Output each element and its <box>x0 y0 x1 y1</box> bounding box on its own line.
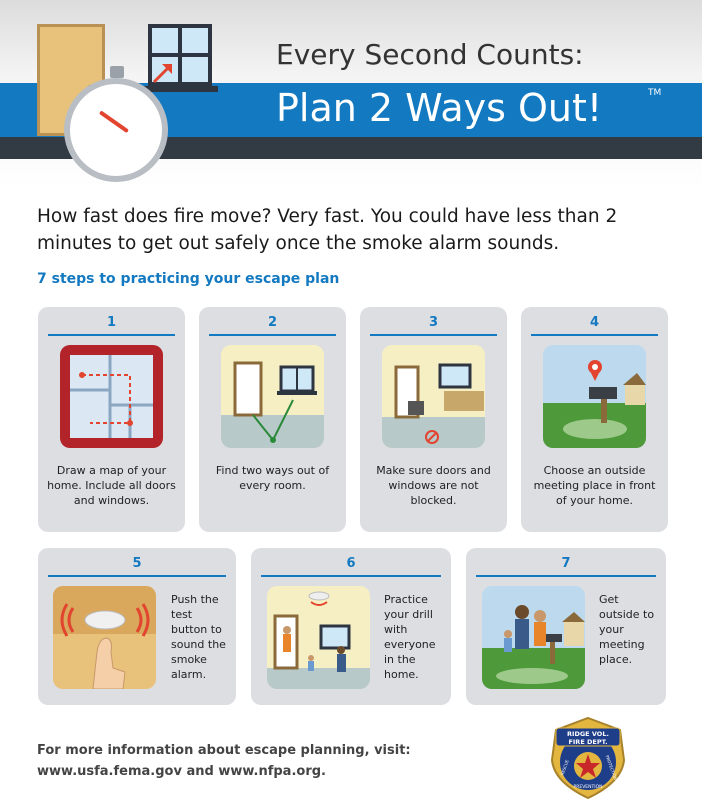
step-text: Push the test button to sound the smoke alarm. <box>171 593 226 681</box>
step-text: Make sure doors and windows are not blocked. <box>376 464 491 507</box>
badge-bottom-text: PREVENTION <box>573 785 603 790</box>
step-number: 2 <box>267 315 278 330</box>
step-number: 7 <box>561 556 571 571</box>
step-divider <box>209 334 336 336</box>
step-card-2 <box>199 307 346 532</box>
step-card-4 <box>521 307 668 532</box>
step-card-5 <box>38 548 236 705</box>
footer-line-1: For more information about escape planning, visit: <box>37 743 411 758</box>
room-exits-icon <box>221 345 324 448</box>
step-number: 6 <box>346 556 356 571</box>
blocked-exit-icon <box>382 345 485 448</box>
meeting-place-icon <box>543 345 646 448</box>
step-divider <box>261 575 441 577</box>
badge-top-text: RIDGE VOL. <box>567 730 609 738</box>
title-line-2: Plan 2 Ways Out! <box>276 86 603 130</box>
floor-plan-icon <box>60 345 163 448</box>
step-number: 5 <box>132 556 142 571</box>
step-text: Draw a map of your home. Include all doors and windows. <box>47 464 176 507</box>
window-sill <box>142 86 218 92</box>
badge-middle-text: FIRE DEPT. <box>568 738 608 746</box>
fire-dept-badge <box>546 716 630 800</box>
step-divider <box>476 575 656 577</box>
title-line-1: Every Second Counts: <box>276 38 584 71</box>
step-card-6 <box>251 548 451 705</box>
step-divider <box>531 334 658 336</box>
step-divider <box>48 334 175 336</box>
exit-arrow-icon <box>150 58 180 86</box>
stopwatch-crown <box>110 66 124 78</box>
step-number: 4 <box>589 315 600 330</box>
step-number: 1 <box>106 315 117 330</box>
trademark: TM <box>648 88 662 98</box>
header-banner <box>0 0 702 190</box>
step-card-1 <box>38 307 185 532</box>
steps-heading: 7 steps to practicing your escape plan <box>37 271 340 287</box>
badge-left-text: RESCUE <box>559 759 570 776</box>
footer-links: www.usfa.fema.gov and www.nfpa.org. <box>37 764 326 779</box>
badge-right-text: PROTECTION <box>604 754 619 781</box>
step-text: Choose an outside meeting place in front of your home. <box>533 464 656 507</box>
step-card-3 <box>360 307 507 532</box>
stopwatch-icon <box>64 78 168 182</box>
step-text: Find two ways out of every room. <box>215 464 330 492</box>
step-text: Get outside to your meeting place. <box>599 593 655 666</box>
footer-info <box>37 740 411 782</box>
smoke-alarm-icon <box>53 586 156 689</box>
step-number: 3 <box>428 315 439 330</box>
family-outside-icon <box>482 586 585 689</box>
step-divider <box>48 575 226 577</box>
step-card-7 <box>466 548 666 705</box>
intro-text: How fast does fire move? Very fast. You could have less than 2 minutes to get out safely once the smoke alarm sounds. <box>37 206 618 254</box>
step-divider <box>370 334 497 336</box>
step-text: Practice your drill with everyone in the home. <box>384 593 436 681</box>
drill-icon <box>267 586 370 689</box>
